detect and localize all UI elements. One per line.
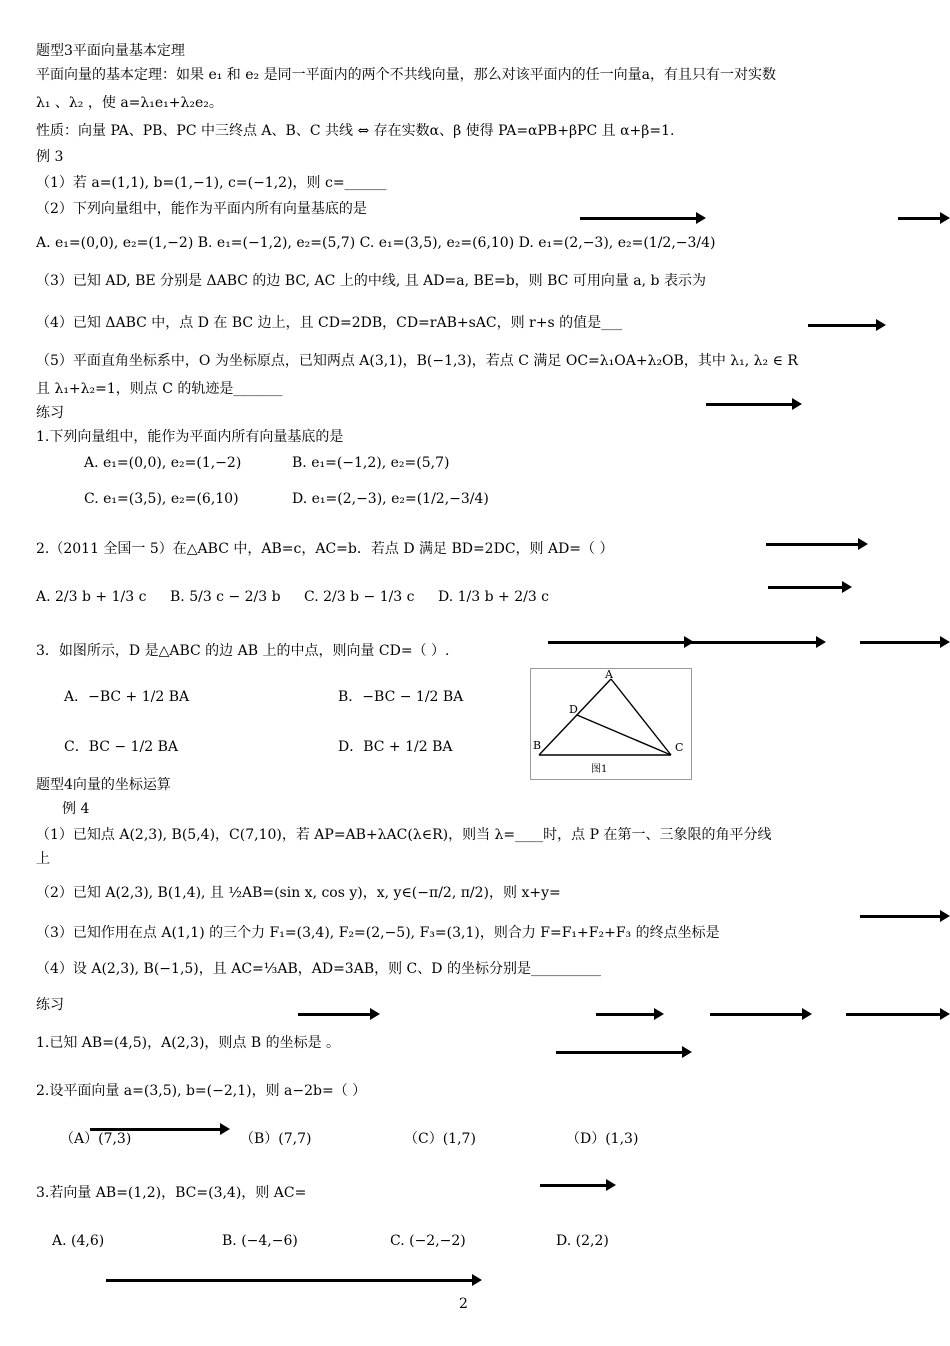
example4-q3: （3）已知作用在点 A(1,1) 的三个力 F₁=(3,4), F₂=(2,−5), F₃=(3,1)，则合力 F=F₁+F₂+F₃ 的终点坐标是 [36,925,720,941]
label-a: A [605,669,613,681]
example4-q1b: 上 [36,851,50,867]
triangle-diagram [531,669,691,779]
practice3-p3: 3．如图所示，D 是△ABC 的边 AB 上的中点，则向量 CD=（ ）. [36,643,450,659]
example3-q2: （2）下列向量组中，能作为平面内所有向量基底的是 [36,201,367,217]
example4-q4: （4）设 A(2,3), B(−1,5)，且 AC=⅓AB，AD=3AB，则 C、D 的坐标分别是__________ [36,961,601,977]
label-d: D [569,703,578,716]
example3-label: 例 3 [36,149,64,165]
practice3-p3-option-b: B．−BC − 1/2 BA [338,689,464,705]
stray-arrow [706,403,796,406]
collinear-property: 性质：向量 PA、PB、PC 中三终点 A、B、C 共线 ⇔ 存在实数α、β 使得 PA=αPB+βPC 且 α+β=1. [36,123,675,139]
practice3-p2-option-d: D. 1/3 b + 2/3 c [438,589,550,605]
example3-q5b: 且 λ₁+λ₂=1，则点 C 的轨迹是_______ [36,381,283,397]
practice4-p3: 3.若向量 AB=(1,2)，BC=(3,4)，则 AC= [36,1185,307,1201]
figure-caption: 图1 [591,764,608,775]
section4-title: 题型4向量的坐标运算 [36,777,171,793]
label-b: B [533,739,542,752]
practice3-p2-option-a: A. 2/3 b + 1/3 c [36,589,147,605]
example4-q1: （1）已知点 A(2,3), B(5,4)，C(7,10)，若 AP=AB+λAC(λ∈R)，则当 λ=____时，点 P 在第一、三象限的角平分线 [36,827,772,843]
section3-title: 题型3平面向量基本定理 [36,43,185,59]
example4-q2: （2）已知 A(2,3), B(1,4), 且 ½AB=(sin x, cos y)，x, y∈(−π/2, π/2)，则 x+y= [36,885,561,901]
stray-arrow [90,1128,224,1131]
stray-arrow [298,1013,374,1016]
practice4-label: 练习 [36,997,64,1013]
side-ba [539,679,611,755]
practice4-p2-option-c: （C）(1,7) [404,1131,476,1147]
practice3-p1-option-a: A. e₁=(0,0), e₂=(1,−2) [84,455,242,471]
practice3-p2-option-c: C. 2/3 b − 1/3 c [304,589,415,605]
label-c: C [675,741,684,754]
stray-arrow [860,915,944,918]
practice3-p2-option-b: B. 5/3 c − 2/3 b [170,589,281,605]
stray-arrow [898,217,944,220]
practice3-p1-option-d: D. e₁=(2,−3), e₂=(1/2,−3/4) [292,491,489,507]
segment-cd [577,715,671,755]
stray-arrow [710,1013,806,1016]
stray-arrow [540,1184,610,1187]
practice3-p1: 1.下列向量组中，能作为平面内所有向量基底的是 [36,429,344,445]
practice4-p2-option-b: （B）(7,7) [240,1131,312,1147]
page-number: 2 [459,1296,468,1312]
practice4-p1: 1.已知 AB=(4,5)，A(2,3)，则点 B 的坐标是 。 [36,1035,341,1051]
practice4-p3-option-a: A. (4,6) [52,1233,105,1249]
stray-arrow [556,1051,686,1054]
stray-arrow [580,217,700,220]
stray-arrow [548,641,688,644]
stray-arrow [846,1013,944,1016]
example3-q4: （4）已知 ΔABC 中，点 D 在 BC 边上，且 CD=2DB，CD=rAB+sAC，则 r+s 的值是___ [36,315,623,331]
stray-arrow [766,543,862,546]
practice4-p2-option-d: （D）(1,3) [566,1131,639,1147]
practice3-p3-option-a: A．−BC + 1/2 BA [64,689,190,705]
practice4-p2-option-a: （A）(7,3) [60,1131,132,1147]
stray-arrow [596,1013,658,1016]
stray-arrow [690,641,820,644]
practice3-label: 练习 [36,405,64,421]
practice3-p1-option-b: B. e₁=(−1,2), e₂=(5,7) [292,455,450,471]
theorem-line2: λ₁ 、λ₂ ，使 a=λ₁e₁+λ₂e₂。 [36,95,223,111]
practice4-p3-option-d: D. (2,2) [556,1233,609,1249]
example3-q1: （1）若 a=(1,1), b=(1,−1), c=(−1,2)，则 c=______ [36,175,387,191]
stray-arrow [808,324,880,327]
side-ac [611,679,671,755]
practice3-p2: 2.（2011 全国一 5）在△ABC 中，AB=c，AC=b．若点 D 满足 BD=2DC，则 AD=（ ） [36,541,614,557]
stray-arrow [860,641,944,644]
stray-arrow [768,586,846,589]
stray-arrow [106,1279,476,1282]
practice3-p3-option-c: C．BC − 1/2 BA [64,739,178,755]
example3-q2-options: A. e₁=(0,0), e₂=(1,−2) B. e₁=(−1,2), e₂=(5,7) C. e₁=(3,5), e₂=(6,10) D. e₁=(2,−3), e₂=(1/2,−3/4) [36,235,716,251]
practice4-p2: 2.设平面向量 a=(3,5), b=(−2,1)，则 a−2b=（ ） [36,1083,367,1099]
practice4-p3-option-c: C. (−2,−2) [390,1233,466,1249]
example3-q3: （3）已知 AD, BE 分别是 ΔABC 的边 BC, AC 上的中线, 且 AD=a, BE=b，则 BC 可用向量 a, b 表示为 [36,273,706,289]
theorem-line1: 平面向量的基本定理：如果 e₁ 和 e₂ 是同一平面内的两个不共线向量，那么对该平面内的任一向量a，有且只有一对实数 [36,67,776,83]
triangle-figure [530,668,692,780]
practice3-p3-option-d: D．BC + 1/2 BA [338,739,453,755]
practice4-p3-option-b: B. (−4,−6) [222,1233,298,1249]
example4-label: 例 4 [62,801,90,817]
example3-q5: （5）平面直角坐标系中，O 为坐标原点，已知两点 A(3,1)，B(−1,3)，若点 C 满足 OC=λ₁OA+λ₂OB，其中 λ₁, λ₂ ∈ R [36,353,798,369]
practice3-p1-option-c: C. e₁=(3,5), e₂=(6,10) [84,491,239,507]
